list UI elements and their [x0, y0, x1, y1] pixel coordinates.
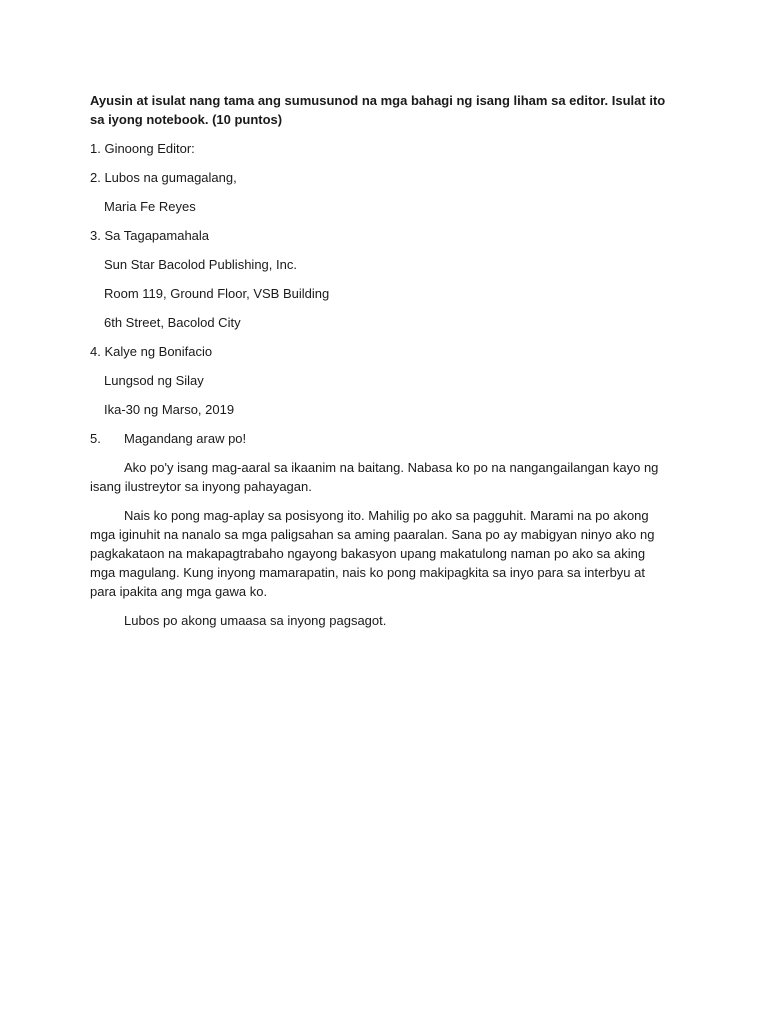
item-4-date: Ika-30 ng Marso, 2019: [104, 402, 235, 417]
item-5: [90, 429, 670, 448]
paragraph-1: Ako po'y isang mag-aaral sa ikaanim na baitang. Nabasa ko po na nangangailangan kayo ng isang ilustreytor sa inyong pahayagan.: [90, 460, 659, 494]
item-3-room: Room 119, Ground Floor, VSB Building: [104, 286, 330, 301]
item-5-greeting: Magandang araw po!: [124, 431, 247, 446]
document-page: [90, 91, 670, 640]
item-3-company: Sun Star Bacolod Publishing, Inc.: [104, 257, 297, 272]
item-2: 2. Lubos na gumagalang,: [90, 170, 237, 185]
item-3-street: 6th Street, Bacolod City: [104, 315, 241, 330]
paragraph-3: Lubos po akong umaasa sa inyong pagsagot.: [124, 613, 387, 628]
item-5-number: 5.: [90, 431, 101, 446]
item-3: 3. Sa Tagapamahala: [90, 228, 210, 243]
item-4-city: Lungsod ng Silay: [104, 373, 204, 388]
paragraph-2: Nais ko pong mag-aplay sa posisyong ito. Mahilig po ako sa pagguhit. Marami na po akong mga iginuhit na nanalo sa mga paligsahan sa aming paaralan. Sana po ay mabigyan ninyo ako ng pagkakataon na makapagtrabaho ngayong bakasyon upang makatulong naman po ako sa aking mga magulang. Kung inyong mamarapatin, nais ko pong makipagkita sa inyo para sa interbyu at para ipakita ang mga gawa ko.: [90, 508, 655, 599]
item-4: 4. Kalye ng Bonifacio: [90, 344, 213, 359]
instruction-text: Ayusin at isulat nang tama ang sumusunod na mga bahagi ng isang liham sa editor. Isulat ito sa iyong notebook. (10 puntos): [90, 93, 666, 127]
item-2-signature-name: Maria Fe Reyes: [104, 199, 196, 214]
item-1: 1. Ginoong Editor:: [90, 141, 195, 156]
